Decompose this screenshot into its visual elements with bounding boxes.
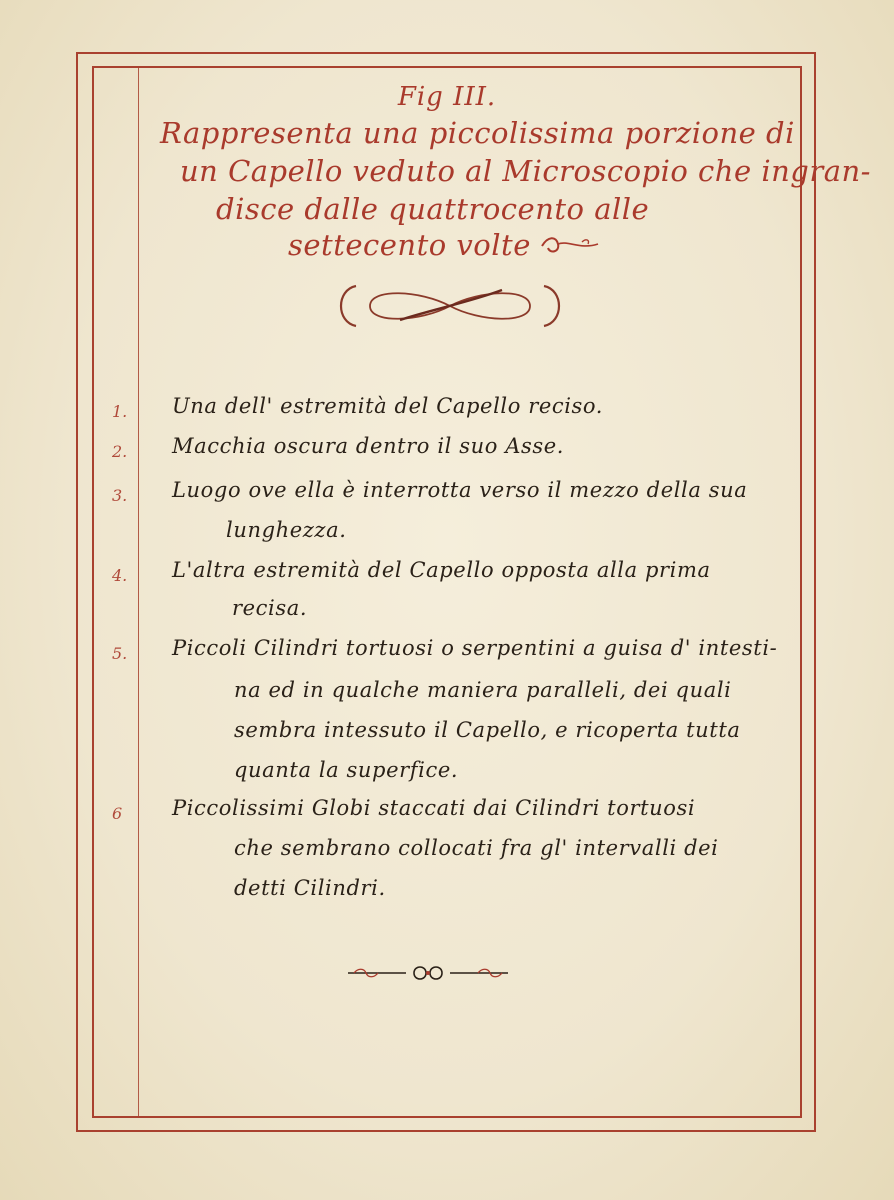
item-5-line-2: na ed in qualche maniera paralleli, dei quali	[234, 678, 732, 702]
item-6-line-3: detti Cilindri.	[234, 876, 386, 900]
item-5-line-4: quanta la superfice.	[234, 758, 459, 782]
item-4-line-2: recisa.	[232, 596, 308, 620]
item-6-line-2: che sembrano collocati fra gl' intervalli dei	[234, 836, 719, 860]
heading-line-4: settecento volte	[288, 228, 531, 262]
end-flourish-icon	[538, 234, 602, 256]
item-4-line-1: L'altra estremità del Capello opposta alla prima	[172, 558, 711, 582]
item-6-line-1: Piccolissimi Globi staccati dai Cilindri tortuosi	[172, 796, 696, 820]
item-number-2: 2.	[112, 442, 128, 461]
heading-line-1: Rappresenta una piccolissima porzione di	[160, 116, 795, 150]
left-margin-rule	[138, 68, 139, 1116]
item-number-4: 4.	[112, 566, 128, 585]
figure-label: Fig III.	[397, 82, 497, 112]
item-1-line-1: Una dell' estremità del Capello reciso.	[172, 394, 604, 418]
item-3-line-2: lunghezza.	[226, 518, 347, 542]
item-number-3: 3.	[112, 486, 128, 505]
item-number-1: 1.	[112, 402, 128, 421]
bottom-ornament-icon	[344, 962, 512, 984]
item-5-line-3: sembra intessuto il Capello, e ricoperta tutta	[234, 718, 741, 742]
divider-flourish-icon	[330, 280, 570, 332]
heading-line-2: un Capello veduto al Microscopio che ingran-	[180, 154, 871, 188]
item-2-line-1: Macchia oscura dentro il suo Asse.	[172, 434, 565, 458]
item-number-5: 5.	[112, 644, 128, 663]
item-3-line-1: Luogo ove ella è interrotta verso il mezzo della sua	[172, 478, 748, 502]
heading-line-3: disce dalle quattrocento alle	[216, 192, 650, 226]
item-number-6: 6	[112, 804, 123, 823]
item-5-line-1: Piccoli Cilindri tortuosi o serpentini a guisa d' intesti-	[172, 636, 778, 660]
